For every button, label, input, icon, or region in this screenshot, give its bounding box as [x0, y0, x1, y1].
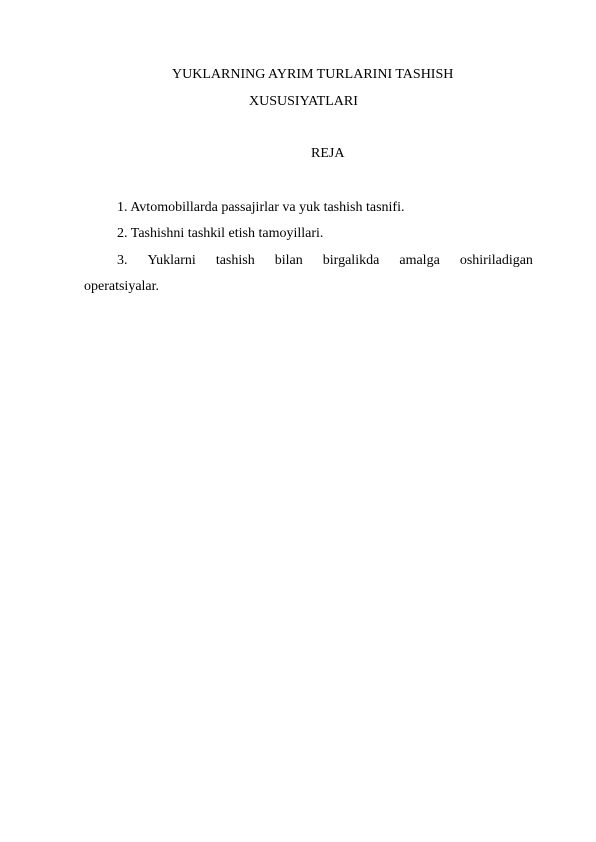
plan-item-1: 1. Avtomobillarda passajirlar va yuk tashish tasnifi. — [117, 200, 405, 215]
plan-item-3-word: Yuklarni — [147, 253, 196, 268]
plan-item-3-word: oshiriladigan — [459, 253, 533, 268]
plan-heading: REJA — [311, 146, 345, 161]
document-title-line-2: XUSUSIYATLARI — [249, 94, 358, 109]
plan-item-3-word: 3. — [117, 253, 128, 268]
plan-item-3-word: bilan — [274, 253, 303, 268]
plan-item-3-word: birgalikda — [322, 253, 380, 268]
plan-item-3-continuation: operatsiyalar. — [84, 279, 160, 294]
plan-item-3-first-line — [117, 252, 533, 270]
plan-item-3-word: tashish — [215, 253, 255, 268]
plan-item-3-word: amalga — [399, 253, 440, 268]
plan-item-2: 2. Tashishni tashkil etish tamoyillari. — [117, 226, 324, 241]
document-title-line-1: YUKLARNING AYRIM TURLARINI TASHISH — [172, 67, 454, 82]
